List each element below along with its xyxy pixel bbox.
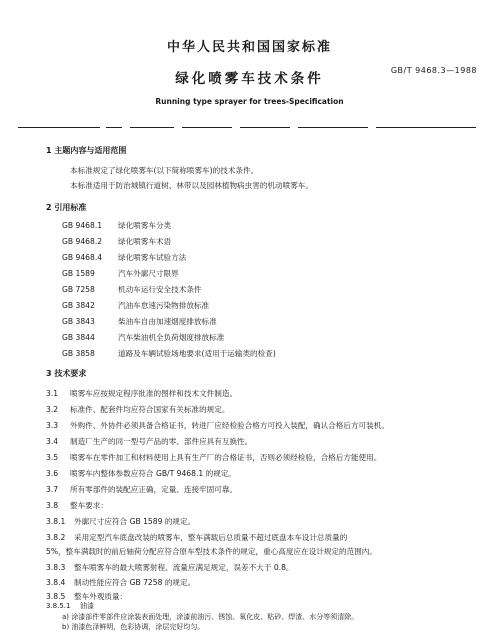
- clause-text: 喷雾车内整体参数应符合 GB/T 9468.1 的规定。: [70, 469, 237, 478]
- clause-text: 喷雾车应按规定程序批准的图样和技术文件制造。: [70, 389, 238, 398]
- clause-number: 3.3: [46, 421, 59, 430]
- clause-number: 3.8.3: [46, 563, 66, 572]
- clause: [46, 532, 347, 543]
- reference-code: GB 3844: [62, 333, 95, 342]
- clause: [46, 468, 236, 479]
- clause: [46, 436, 252, 447]
- reference-code: GB 1589: [62, 269, 95, 278]
- clause-text: 所有零部件的装配应正确，定量、连接牢固可靠。: [70, 485, 238, 494]
- clause-text: 整车喷雾车的最大喷雾射程、流量应满足规定，误差不大于 0.8。: [74, 563, 294, 572]
- clause-number: 3.5: [46, 453, 59, 462]
- header-divider: [18, 127, 476, 129]
- section-2-heading: 2 引用标准: [46, 203, 87, 212]
- national-standard-title: 中华人民共和国国家标准: [166, 40, 332, 55]
- clause-number: 3.2: [46, 405, 59, 414]
- reference-item: [62, 348, 276, 359]
- reference-code: GB 3858: [62, 349, 95, 358]
- reference-code: GB 3842: [62, 301, 95, 310]
- clause-number: 3.8: [46, 501, 59, 510]
- reference-code: GB 3843: [62, 317, 95, 326]
- clause-number: 3.8.2: [46, 533, 66, 542]
- clause-text: 喷雾车在零件加工和材料使用上具有生产厂的合格证书，否则必须经检验，合格后方能使用。: [70, 453, 382, 462]
- clause: [46, 404, 229, 415]
- document-subtitle: Running type sprayer for trees-Specification: [155, 97, 344, 106]
- reference-title: 机动车运行安全技术条件: [118, 285, 202, 294]
- reference-item: [62, 284, 202, 295]
- clause-text: 整车要求：: [70, 501, 108, 510]
- section-1-heading: 1 主题内容与适用范围: [46, 146, 127, 155]
- clause: [46, 500, 108, 511]
- reference-item: [62, 220, 171, 231]
- reference-title: 绿化喷雾车试验方法: [118, 253, 187, 262]
- reference-title: 柴油车自由加速烟度排放标准: [118, 317, 217, 326]
- list-item-b: b) 油漆色泽鲜明，色彩协调，涂层完好均匀。: [62, 623, 205, 631]
- reference-item: [62, 332, 224, 343]
- clause-number: 3.8.1: [46, 517, 66, 526]
- clause: [46, 516, 195, 527]
- clause-text: 外购件、外协件必须具备合格证书，转进厂应经检验合格方可投入装配，确认合格后方可装机。: [70, 421, 389, 430]
- reference-item: [62, 268, 179, 279]
- reference-code: GB 7258: [62, 285, 95, 294]
- reference-code: GB 9468.4: [62, 253, 103, 262]
- reference-title: 绿化喷雾车术语: [118, 237, 172, 246]
- reference-code: GB 9468.1: [62, 221, 103, 230]
- clause: [46, 562, 294, 573]
- clause-number: 3.8.5: [46, 592, 66, 601]
- clause-number: 3.1: [46, 389, 59, 398]
- paragraph: 本标准适用于防治城镇行道树、林带以及园林植物病虫害的机动喷雾车。: [70, 181, 313, 190]
- clause-text: 制动性能应符合 GB 7258 的规定。: [74, 578, 196, 587]
- document-title: 绿化喷雾车技术条件: [175, 71, 324, 87]
- reference-title: 汽油车怠速污染物排放标准: [118, 301, 210, 310]
- clause-text: 采用定型汽车底盘改装的喷雾车，整车满载后总质量不超过底盘本车设计总质量的: [74, 533, 348, 542]
- reference-title: 汽车外廓尺寸限界: [118, 269, 179, 278]
- standard-number: GB/T 9468.3—1988: [390, 66, 477, 75]
- clause-text: 整车外观质量：: [74, 592, 128, 601]
- reference-title: 绿化喷雾车分类: [118, 221, 172, 230]
- reference-item: [62, 236, 171, 247]
- clause-number: 3.7: [46, 485, 59, 494]
- clause-number: 3.6: [46, 469, 59, 478]
- clause-text: 外廓尺寸应符合 GB 1589 的规定。: [74, 517, 196, 526]
- clause: [46, 484, 237, 495]
- reference-title: 道路及车辆试验场地要求(适用于运输类的检查): [118, 349, 276, 358]
- clause: [46, 601, 94, 611]
- reference-item: [62, 252, 186, 263]
- clause: [46, 388, 237, 399]
- reference-title: 汽车柴油机全负荷烟度排放标准: [118, 333, 225, 342]
- clause-continuation: 5%，整车满载时的前后轴荷分配应符合原车型技术条件的规定，重心高度应在设计规定的范围内。: [46, 547, 377, 556]
- reference-code: GB 9468.2: [62, 237, 103, 246]
- paragraph: 本标准规定了绿化喷雾车(以下简称喷雾车)的技术条件。: [70, 166, 259, 175]
- clause-number: 3.4: [46, 437, 59, 446]
- clause: [46, 452, 381, 463]
- clause-number: 3.8.5.1: [46, 602, 71, 610]
- reference-item: [62, 316, 217, 327]
- clause-number: 3.8.4: [46, 578, 66, 587]
- list-item-a: a) 涂漆部件零部件应涂装表面处理，涂漆前油污、锈蚀、氧化皮、粘砂、焊渣、水分等须清除。: [62, 613, 359, 621]
- clause-text: 制造厂生产的同一型号产品的零、部件应具有互换性。: [70, 437, 253, 446]
- section-3-heading: 3 技术要求: [46, 369, 87, 378]
- clause-text: 油漆: [80, 602, 94, 610]
- clause: [46, 420, 389, 431]
- clause: [46, 577, 195, 588]
- clause-text: 标准件、配套件均应符合国家有关标准的规定。: [70, 405, 230, 414]
- reference-item: [62, 300, 209, 311]
